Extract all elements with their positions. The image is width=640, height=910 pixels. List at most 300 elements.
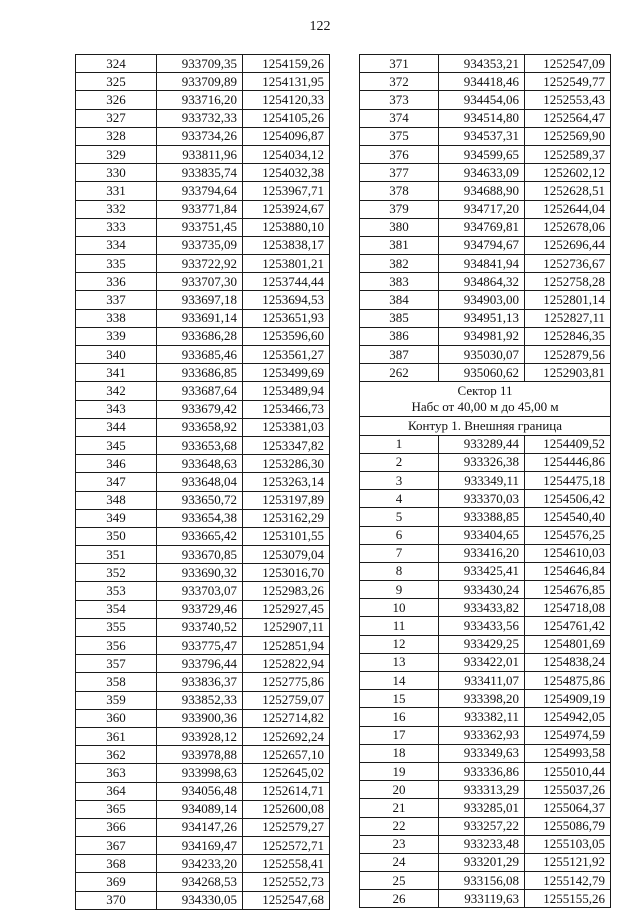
coordinate-y: 1253381,03 <box>243 418 330 436</box>
coordinate-y: 1252692,24 <box>243 727 330 745</box>
coordinate-x: 933734,26 <box>157 127 243 145</box>
coordinate-y: 1252602,12 <box>525 164 611 182</box>
coordinate-y: 1253489,94 <box>243 382 330 400</box>
table-row <box>76 400 330 418</box>
table-row <box>360 291 611 309</box>
table-row <box>76 709 330 727</box>
table-row <box>360 109 611 127</box>
coordinate-x: 934169,47 <box>157 837 243 855</box>
coordinate-y: 1255086,79 <box>525 817 611 835</box>
table-row <box>76 182 330 200</box>
coordinate-y: 1255142,79 <box>525 872 611 890</box>
coordinate-y: 1253079,04 <box>243 546 330 564</box>
point-number: 16 <box>360 708 439 726</box>
point-number: 382 <box>360 255 439 273</box>
point-number: 349 <box>76 509 157 527</box>
coordinate-y: 1254718,08 <box>525 599 611 617</box>
point-number: 348 <box>76 491 157 509</box>
point-number: 367 <box>76 837 157 855</box>
table-row <box>360 690 611 708</box>
table-row <box>76 546 330 564</box>
point-number: 385 <box>360 309 439 327</box>
coordinate-y: 1253651,93 <box>243 309 330 327</box>
coordinate-y: 1252645,02 <box>243 764 330 782</box>
point-number: 12 <box>360 635 439 653</box>
coordinate-x: 934147,26 <box>157 818 243 836</box>
coordinate-x: 933362,93 <box>439 726 525 744</box>
table-row <box>76 673 330 691</box>
coordinate-x: 933794,64 <box>157 182 243 200</box>
point-number: 355 <box>76 618 157 636</box>
coordinate-y: 1253016,70 <box>243 564 330 582</box>
table-row <box>76 382 330 400</box>
coordinate-x: 933648,04 <box>157 473 243 491</box>
point-number: 19 <box>360 762 439 780</box>
coordinate-x: 933430,24 <box>439 581 525 599</box>
coordinate-y: 1254475,18 <box>525 471 611 489</box>
coordinate-y: 1254993,58 <box>525 744 611 762</box>
table-row <box>360 255 611 273</box>
point-number: 343 <box>76 400 157 418</box>
table-row <box>76 727 330 745</box>
table-row <box>76 291 330 309</box>
coordinate-x: 933686,28 <box>157 327 243 345</box>
table-row <box>360 218 611 236</box>
point-number: 326 <box>76 91 157 109</box>
point-number: 7 <box>360 544 439 562</box>
coordinate-x: 934951,13 <box>439 309 525 327</box>
point-number: 363 <box>76 764 157 782</box>
coordinate-y: 1252600,08 <box>243 800 330 818</box>
coordinate-x: 934903,00 <box>439 291 525 309</box>
point-number: 329 <box>76 145 157 163</box>
table-row <box>76 436 330 454</box>
coordinate-y: 1252628,51 <box>525 182 611 200</box>
coordinate-x: 933679,42 <box>157 400 243 418</box>
coordinate-x: 933835,74 <box>157 164 243 182</box>
point-number: 352 <box>76 564 157 582</box>
coordinate-x: 933653,68 <box>157 436 243 454</box>
table-row <box>76 764 330 782</box>
point-number: 364 <box>76 782 157 800</box>
point-number: 337 <box>76 291 157 309</box>
coordinate-x: 933732,33 <box>157 109 243 127</box>
table-row <box>360 617 611 635</box>
coordinate-y: 1253838,17 <box>243 236 330 254</box>
table-row <box>360 91 611 109</box>
coordinate-y: 1252644,04 <box>525 200 611 218</box>
table-row <box>360 781 611 799</box>
table-row <box>360 544 611 562</box>
coordinate-y: 1254506,42 <box>525 490 611 508</box>
table-row <box>360 526 611 544</box>
point-number: 383 <box>360 273 439 291</box>
coordinate-y: 1254096,87 <box>243 127 330 145</box>
coordinate-y: 1252547,09 <box>525 55 611 73</box>
point-number: 371 <box>360 55 439 73</box>
coordinate-y: 1253924,67 <box>243 200 330 218</box>
table-row <box>76 91 330 109</box>
point-number: 361 <box>76 727 157 745</box>
point-number: 346 <box>76 455 157 473</box>
table-row <box>76 346 330 364</box>
coordinate-x: 933382,11 <box>439 708 525 726</box>
table-row <box>76 637 330 655</box>
point-number: 24 <box>360 853 439 871</box>
table-row <box>360 364 611 382</box>
point-number: 353 <box>76 582 157 600</box>
sector-header-row <box>360 382 611 417</box>
coordinate-y: 1254646,84 <box>525 562 611 580</box>
table-row <box>76 618 330 636</box>
coordinate-y: 1254974,59 <box>525 726 611 744</box>
point-number: 262 <box>360 364 439 382</box>
coordinate-y: 1252758,28 <box>525 273 611 291</box>
coordinate-y: 1252558,41 <box>243 855 330 873</box>
coordinate-x: 933697,18 <box>157 291 243 309</box>
point-number: 369 <box>76 873 157 891</box>
point-number: 8 <box>360 562 439 580</box>
table-row <box>76 491 330 509</box>
coordinate-x: 934330,05 <box>157 891 243 909</box>
table-row <box>360 309 611 327</box>
coordinate-x: 933691,14 <box>157 309 243 327</box>
table-row <box>360 890 611 908</box>
coordinate-y: 1252547,68 <box>243 891 330 909</box>
table-row <box>360 127 611 145</box>
point-number: 333 <box>76 218 157 236</box>
coordinate-x: 933326,38 <box>439 453 525 471</box>
coordinate-x: 933928,12 <box>157 727 243 745</box>
table-row <box>360 799 611 817</box>
coordinate-y: 1254801,69 <box>525 635 611 653</box>
table-row <box>76 855 330 873</box>
coordinate-x: 934056,48 <box>157 782 243 800</box>
table-row <box>76 564 330 582</box>
coordinate-y: 1252579,27 <box>243 818 330 836</box>
coordinate-y: 1253967,71 <box>243 182 330 200</box>
point-number: 358 <box>76 673 157 691</box>
coordinate-x: 933771,84 <box>157 200 243 218</box>
coordinate-x: 933707,30 <box>157 273 243 291</box>
coordinate-y: 1253596,60 <box>243 327 330 345</box>
point-number: 372 <box>360 73 439 91</box>
page-number: 122 <box>309 19 331 34</box>
coordinate-x: 933670,85 <box>157 546 243 564</box>
coordinate-x: 933289,44 <box>439 435 525 453</box>
coordinate-x: 933686,85 <box>157 364 243 382</box>
point-number: 20 <box>360 781 439 799</box>
table-row <box>360 853 611 871</box>
table-row <box>76 800 330 818</box>
point-number: 370 <box>76 891 157 909</box>
table-row <box>76 200 330 218</box>
coordinate-x: 934769,81 <box>439 218 525 236</box>
table-row <box>360 672 611 690</box>
coordinate-y: 1252983,26 <box>243 582 330 600</box>
table-row <box>360 744 611 762</box>
table-row <box>76 145 330 163</box>
coordinate-y: 1254409,52 <box>525 435 611 453</box>
coordinate-x: 933285,01 <box>439 799 525 817</box>
coordinate-x: 933709,89 <box>157 73 243 91</box>
point-number: 342 <box>76 382 157 400</box>
point-number: 18 <box>360 744 439 762</box>
point-number: 378 <box>360 182 439 200</box>
point-number: 21 <box>360 799 439 817</box>
coordinate-x: 934633,09 <box>439 164 525 182</box>
coordinate-x: 933658,92 <box>157 418 243 436</box>
point-number: 377 <box>360 164 439 182</box>
coordinate-y: 1252879,56 <box>525 346 611 364</box>
point-number: 22 <box>360 817 439 835</box>
coordinate-y: 1253694,53 <box>243 291 330 309</box>
table-row <box>360 435 611 453</box>
coordinate-x: 934089,14 <box>157 800 243 818</box>
table-row <box>76 127 330 145</box>
point-number: 341 <box>76 364 157 382</box>
coordinate-y: 1254131,95 <box>243 73 330 91</box>
coordinate-x: 933336,86 <box>439 762 525 780</box>
coordinate-y: 1254942,05 <box>525 708 611 726</box>
coordinate-y: 1255121,92 <box>525 853 611 871</box>
coordinate-y: 1254120,33 <box>243 91 330 109</box>
point-number: 366 <box>76 818 157 836</box>
coordinate-x: 934537,31 <box>439 127 525 145</box>
sector-subtitle: Набс от 40,00 м до 45,00 м <box>411 399 559 415</box>
coordinate-x: 933313,29 <box>439 781 525 799</box>
point-number: 26 <box>360 890 439 908</box>
coordinate-x: 933433,82 <box>439 599 525 617</box>
table-row <box>76 582 330 600</box>
point-number: 25 <box>360 872 439 890</box>
coordinate-x: 933398,20 <box>439 690 525 708</box>
point-number: 339 <box>76 327 157 345</box>
coordinate-x: 933709,35 <box>157 55 243 73</box>
point-number: 23 <box>360 835 439 853</box>
coordinate-y: 1252552,73 <box>243 873 330 891</box>
table-row <box>76 837 330 855</box>
coordinate-y: 1252775,86 <box>243 673 330 691</box>
sector-title: Сектор 11 <box>457 383 513 399</box>
coordinate-y: 1254446,86 <box>525 453 611 471</box>
point-number: 9 <box>360 581 439 599</box>
table-row <box>76 255 330 273</box>
coordinate-y: 1254540,40 <box>525 508 611 526</box>
coordinate-x: 933998,63 <box>157 764 243 782</box>
contour-title: Контур 1. Внешняя граница <box>360 417 611 435</box>
point-number: 354 <box>76 600 157 618</box>
point-number: 376 <box>360 145 439 163</box>
point-number: 365 <box>76 800 157 818</box>
coordinate-x: 933404,65 <box>439 526 525 544</box>
point-number: 357 <box>76 655 157 673</box>
table-row <box>76 655 330 673</box>
table-row <box>76 782 330 800</box>
point-number: 386 <box>360 327 439 345</box>
table-row <box>360 55 611 73</box>
coordinate-x: 933665,42 <box>157 527 243 545</box>
point-number: 325 <box>76 73 157 91</box>
coordinate-y: 1252572,71 <box>243 837 330 855</box>
coordinate-x: 933690,32 <box>157 564 243 582</box>
point-number: 324 <box>76 55 157 73</box>
table-row <box>360 273 611 291</box>
table-row <box>76 364 330 382</box>
point-number: 11 <box>360 617 439 635</box>
table-row <box>360 346 611 364</box>
table-row <box>360 182 611 200</box>
coordinate-y: 1253347,82 <box>243 436 330 454</box>
coordinate-y: 1254105,26 <box>243 109 330 127</box>
coordinate-x: 933388,85 <box>439 508 525 526</box>
coordinate-y: 1255155,26 <box>525 890 611 908</box>
table-row <box>76 273 330 291</box>
table-row <box>360 327 611 345</box>
coordinate-x: 933900,36 <box>157 709 243 727</box>
coordinate-y: 1252678,06 <box>525 218 611 236</box>
table-row <box>360 562 611 580</box>
table-row <box>360 145 611 163</box>
coordinate-y: 1254034,12 <box>243 145 330 163</box>
coordinate-y: 1252759,07 <box>243 691 330 709</box>
table-row <box>76 73 330 91</box>
coordinate-x: 933349,63 <box>439 744 525 762</box>
coordinate-y: 1253263,14 <box>243 473 330 491</box>
coordinate-x: 934454,06 <box>439 91 525 109</box>
table-row <box>76 873 330 891</box>
coordinate-x: 933729,46 <box>157 600 243 618</box>
coordinate-x: 933119,63 <box>439 890 525 908</box>
point-number: 379 <box>360 200 439 218</box>
table-row <box>76 418 330 436</box>
point-number: 374 <box>360 109 439 127</box>
point-number: 336 <box>76 273 157 291</box>
coordinate-y: 1253466,73 <box>243 400 330 418</box>
coordinate-y: 1255064,37 <box>525 799 611 817</box>
coordinate-x: 933349,11 <box>439 471 525 489</box>
table-row <box>360 236 611 254</box>
coordinate-x: 933425,41 <box>439 562 525 580</box>
point-number: 15 <box>360 690 439 708</box>
coordinate-x: 933722,92 <box>157 255 243 273</box>
table-row <box>76 218 330 236</box>
coordinate-x: 933416,20 <box>439 544 525 562</box>
point-number: 380 <box>360 218 439 236</box>
coordinate-x: 933685,46 <box>157 346 243 364</box>
table-row <box>360 726 611 744</box>
coordinate-x: 934688,90 <box>439 182 525 200</box>
point-number: 350 <box>76 527 157 545</box>
coordinate-y: 1253286,30 <box>243 455 330 473</box>
point-number: 330 <box>76 164 157 182</box>
point-number: 3 <box>360 471 439 489</box>
table-row <box>360 635 611 653</box>
coordinate-x: 934717,20 <box>439 200 525 218</box>
coordinate-y: 1252827,11 <box>525 309 611 327</box>
table-row <box>360 490 611 508</box>
table-row <box>76 818 330 836</box>
point-number: 332 <box>76 200 157 218</box>
coordinate-x: 934794,67 <box>439 236 525 254</box>
table-row <box>360 508 611 526</box>
coordinate-x: 933836,37 <box>157 673 243 691</box>
coordinate-y: 1254838,24 <box>525 653 611 671</box>
table-row <box>360 762 611 780</box>
table-row <box>76 473 330 491</box>
coordinate-x: 933852,33 <box>157 691 243 709</box>
coordinate-y: 1254610,03 <box>525 544 611 562</box>
coordinate-y: 1252696,44 <box>525 236 611 254</box>
table-row <box>76 691 330 709</box>
coordinate-y: 1254761,42 <box>525 617 611 635</box>
coordinate-y: 1252589,37 <box>525 145 611 163</box>
sector-header-cell <box>360 382 611 417</box>
coordinate-y: 1252801,14 <box>525 291 611 309</box>
coordinate-x: 934514,80 <box>439 109 525 127</box>
point-number: 4 <box>360 490 439 508</box>
coordinate-y: 1252903,81 <box>525 364 611 382</box>
coordinate-x: 934353,21 <box>439 55 525 73</box>
coordinate-x: 934864,32 <box>439 273 525 291</box>
coordinate-y: 1252851,94 <box>243 637 330 655</box>
coordinate-x: 935060,62 <box>439 364 525 382</box>
coordinate-y: 1252736,67 <box>525 255 611 273</box>
coordinates-table-right <box>359 54 611 908</box>
point-number: 384 <box>360 291 439 309</box>
coordinate-x: 933740,52 <box>157 618 243 636</box>
coordinate-x: 933735,09 <box>157 236 243 254</box>
coordinate-y: 1252569,90 <box>525 127 611 145</box>
point-number: 373 <box>360 91 439 109</box>
coordinate-x: 933429,25 <box>439 635 525 653</box>
point-number: 381 <box>360 236 439 254</box>
coordinate-x: 933422,01 <box>439 653 525 671</box>
coordinate-y: 1254032,38 <box>243 164 330 182</box>
table-row <box>360 817 611 835</box>
coordinate-x: 933811,96 <box>157 145 243 163</box>
coordinate-y: 1255037,26 <box>525 781 611 799</box>
coordinate-y: 1255103,05 <box>525 835 611 853</box>
table-row <box>76 527 330 545</box>
coordinate-x: 933233,48 <box>439 835 525 853</box>
point-number: 17 <box>360 726 439 744</box>
table-row <box>76 55 330 73</box>
point-number: 2 <box>360 453 439 471</box>
table-row <box>76 309 330 327</box>
point-number: 10 <box>360 599 439 617</box>
point-number: 1 <box>360 435 439 453</box>
coordinate-y: 1253744,44 <box>243 273 330 291</box>
coordinate-x: 933703,07 <box>157 582 243 600</box>
point-number: 356 <box>76 637 157 655</box>
table-row <box>360 581 611 599</box>
point-number: 331 <box>76 182 157 200</box>
coordinate-x: 933751,45 <box>157 218 243 236</box>
table-row <box>360 164 611 182</box>
table-row <box>360 835 611 853</box>
coordinate-x: 933370,03 <box>439 490 525 508</box>
coordinate-x: 933201,29 <box>439 853 525 871</box>
coordinate-y: 1252907,11 <box>243 618 330 636</box>
coordinate-y: 1252846,35 <box>525 327 611 345</box>
coordinate-y: 1253197,89 <box>243 491 330 509</box>
point-number: 335 <box>76 255 157 273</box>
coordinate-y: 1252549,77 <box>525 73 611 91</box>
coordinates-table-left <box>75 54 330 910</box>
point-number: 327 <box>76 109 157 127</box>
point-number: 14 <box>360 672 439 690</box>
